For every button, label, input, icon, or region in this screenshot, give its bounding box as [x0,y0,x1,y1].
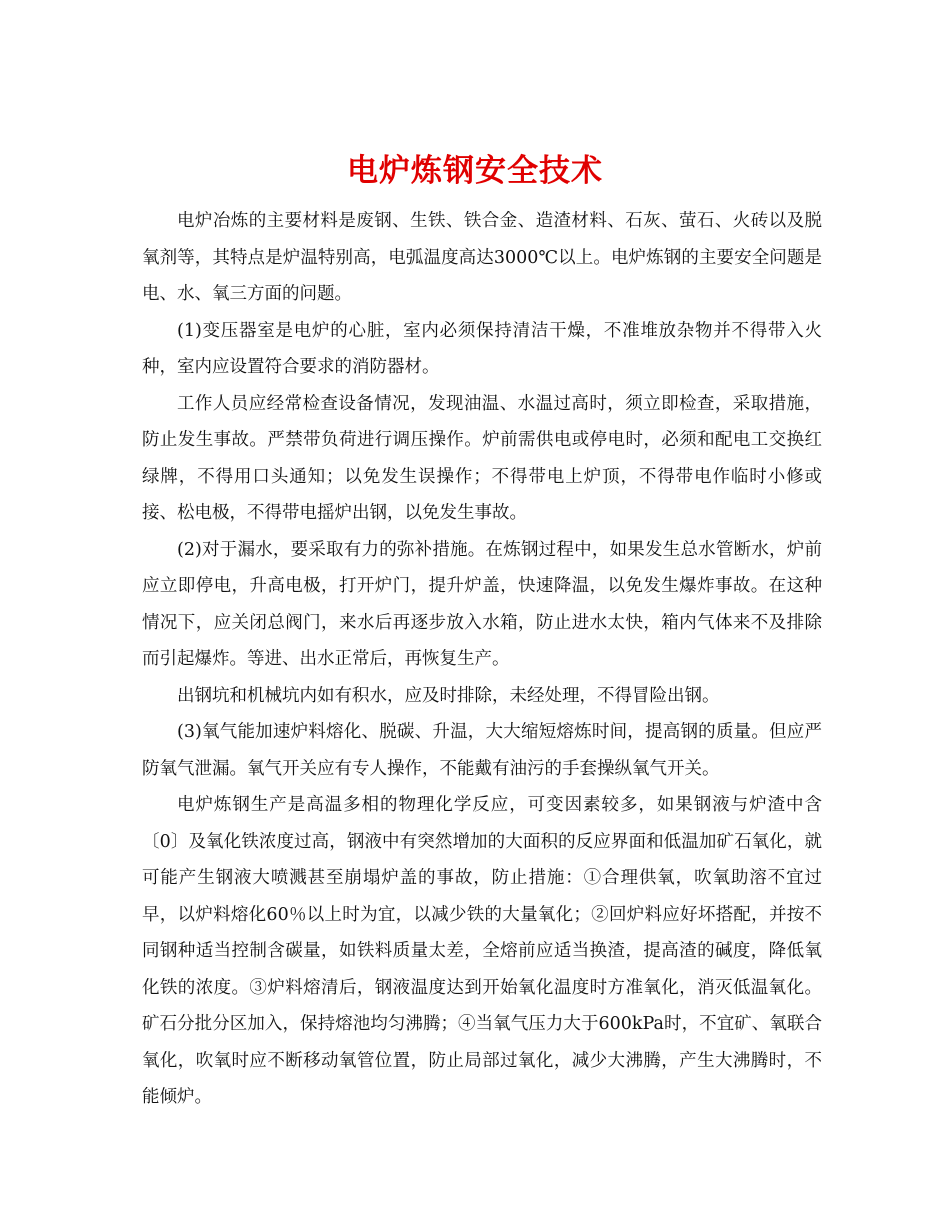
paragraph-oxygen: (3)氧气能加速炉料熔化、脱碳、升温，大大缩短熔炼时间，提高钢的质量。但应严防氧气泄漏。氧气开关应有专人操作，不能戴有油污的手套操纵氧气开关。 [142,722,822,779]
paragraph-transformer-room: (1)变压器室是电炉的心脏，室内必须保持清洁干燥，不准堆放杂物并不得带入火种，室内应设置符合要求的消防器材。 [142,320,822,377]
paragraph-staff-checks: 工作人员应经常检查设备情况，发现油温、水温过高时，须立即检查，采取措施，防止发生事故。严禁带负荷进行调压操作。炉前需供电或停电时，必须和配电工交换红绿牌，不得用口头通知；以免发生误操作；不得带电上炉顶，不得带电作临时小修或接、松电极，不得带电摇炉出钢，以免发生事故。 [142,393,822,523]
paragraph-splash-prevention: 电炉炼钢生产是高温多相的物理化学反应，可变因素较多，如果钢液与炉渣中含〔0〕及氧化铁浓度过高，钢液中有突然增加的大面积的反应界面和低温加矿石氧化，就可能产生钢液大喷溅甚至崩塌炉盖的事故，防止措施：①合理供氧，吹氧助溶不宜过早，以炉料熔化60％以上时为宜，以减少铁的大量氧化；②回炉料应好坏搭配，并按不同钢种适当控制含碳量，如铁料质量太差，全熔前应适当换渣，提高渣的碱度，降低氧化铁的浓度。③炉料熔清后，钢液温度达到开始氧化温度时方准氧化，消灭低温氧化。矿石分批分区加入，保持熔池均匀沸腾；④当氧气压力大于600kPa时，不宜矿、氧联合氧化，吹氧时应不断移动氧管位置，防止局部过氧化，减少大沸腾，产生大沸腾时，不能倾炉。 [142,795,822,1107]
paragraph-water-leak: (2)对于漏水，要采取有力的弥补措施。在炼钢过程中，如果发生总水管断水，炉前应立即停电，升高电极，打开炉门，提升炉盖，快速降温，以免发生爆炸事故。在这种情况下，应关闭总阀门，来水后再逐步放入水箱，防止进水太快，箱内气体来不及排除而引起爆炸。等进、出水正常后，再恢复生产。 [142,539,822,669]
document-title: 电炉炼钢安全技术 [347,152,603,189]
document-body [142,203,822,1116]
paragraph-pit-water: 出钢坑和机械坑内如有积水，应及时排除，未经处理，不得冒险出钢。 [177,685,720,706]
paragraph-intro: 电炉冶炼的主要材料是废钢、生铁、铁合金、造渣材料、石灰、萤石、火砖以及脱氧剂等，其特点是炉温特别高，电弧温度高达3000℃以上。电炉炼钢的主要安全问题是电、水、氧三方面的问题。 [142,211,822,304]
